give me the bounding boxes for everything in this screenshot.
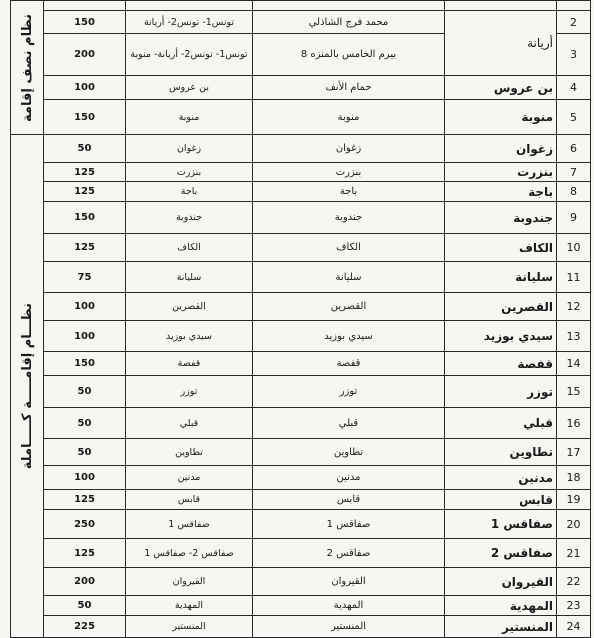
- origin-regions-cell: باجة: [126, 182, 253, 202]
- origin-regions-cell: القصرين: [126, 293, 253, 321]
- row-number: 2: [557, 11, 591, 34]
- table-row: [11, 234, 591, 262]
- origin-regions-cell: تونس1- تونس2- أريانة: [126, 11, 253, 34]
- origin-regions-cell: بنزرت: [126, 163, 253, 182]
- capacity-cell: 125: [44, 234, 126, 262]
- origin-regions-cell: [126, 1, 253, 11]
- row-number: 24: [557, 616, 591, 638]
- origin-regions-cell: زغوان: [126, 135, 253, 163]
- capacity-cell: 100: [44, 76, 126, 100]
- governorate-cell: سيدي بوزيد: [445, 321, 557, 352]
- capacity-cell: [44, 1, 126, 11]
- governorate-cell: جندوبة: [445, 202, 557, 234]
- governorate-cell: صفاقس 1: [445, 510, 557, 539]
- row-number: 9: [557, 202, 591, 234]
- origin-regions-cell: صفاقس 1: [126, 510, 253, 539]
- table-row: [11, 490, 591, 510]
- origin-regions-cell: بن عروس: [126, 76, 253, 100]
- origin-regions-cell: قابس: [126, 490, 253, 510]
- origin-regions-cell: منوبة: [126, 100, 253, 135]
- regime-label: نظام نصف إقامة: [19, 13, 35, 122]
- table-row: [11, 100, 591, 135]
- capacity-cell: 100: [44, 321, 126, 352]
- regime-label-cell: [11, 1, 44, 135]
- institution-cell: الكاف: [253, 234, 445, 262]
- row-number: 14: [557, 352, 591, 376]
- capacity-cell: 225: [44, 616, 126, 638]
- capacity-cell: 125: [44, 163, 126, 182]
- governorate-cell: تطاوين: [445, 439, 557, 466]
- capacity-cell: 200: [44, 568, 126, 596]
- institution-cell: المنستير: [253, 616, 445, 638]
- institution-cell: المهدية: [253, 596, 445, 616]
- institution-cell: مدنين: [253, 466, 445, 490]
- table-row: [11, 135, 591, 163]
- institution-cell: صفاقس 2: [253, 539, 445, 568]
- table-row: [11, 182, 591, 202]
- table-row: [11, 321, 591, 352]
- origin-regions-cell: سليانة: [126, 262, 253, 293]
- governorate-cell: زغوان: [445, 135, 557, 163]
- row-number: 3: [557, 34, 591, 76]
- origin-regions-cell: توزر: [126, 376, 253, 408]
- governorate-cell: سليانة: [445, 262, 557, 293]
- row-number: 16: [557, 408, 591, 439]
- governorate-cell: [445, 1, 557, 11]
- capacity-cell: 100: [44, 293, 126, 321]
- institution-cell: [253, 1, 445, 11]
- origin-regions-cell: تونس1- تونس2- أريانة- منوبة: [126, 34, 253, 76]
- institution-cell: صفاقس 1: [253, 510, 445, 539]
- capacity-cell: 150: [44, 352, 126, 376]
- table-row: [11, 293, 591, 321]
- table-row: [11, 510, 591, 539]
- capacity-cell: 125: [44, 182, 126, 202]
- institution-cell: حمام الأنف: [253, 76, 445, 100]
- regime-label: نظـــام إقامـــــة كـــــاملة: [19, 302, 35, 470]
- institution-cell: محمد فرج الشاذلي: [253, 11, 445, 34]
- table-row: [11, 202, 591, 234]
- row-number: 13: [557, 321, 591, 352]
- institution-cell: سليانة: [253, 262, 445, 293]
- origin-regions-cell: صفاقس 2- صفاقس 1: [126, 539, 253, 568]
- capacity-cell: 150: [44, 100, 126, 135]
- origin-regions-cell: قبلي: [126, 408, 253, 439]
- row-number: 21: [557, 539, 591, 568]
- institution-cell: بيرم الخامس بالمنزه 8: [253, 34, 445, 76]
- origin-regions-cell: سيدي بوزيد: [126, 321, 253, 352]
- capacity-cell: 50: [44, 135, 126, 163]
- governorate-cell: منوبة: [445, 100, 557, 135]
- row-number: 19: [557, 490, 591, 510]
- regime-label-cell: [11, 135, 44, 638]
- table-body: [11, 1, 591, 638]
- capacity-cell: 125: [44, 539, 126, 568]
- governorate-cell: أريانة: [445, 11, 557, 76]
- row-number: 18: [557, 466, 591, 490]
- governorate-cell: قفصة: [445, 352, 557, 376]
- capacity-cell: 250: [44, 510, 126, 539]
- table-row: [11, 466, 591, 490]
- governorate-cell: القيروان: [445, 568, 557, 596]
- table-row: [11, 1, 591, 11]
- table-row: [11, 262, 591, 293]
- capacity-cell: 75: [44, 262, 126, 293]
- institution-cell: قابس: [253, 490, 445, 510]
- row-number: 20: [557, 510, 591, 539]
- row-number: 7: [557, 163, 591, 182]
- origin-regions-cell: مدنين: [126, 466, 253, 490]
- row-number: 8: [557, 182, 591, 202]
- row-number: 11: [557, 262, 591, 293]
- table-row: [11, 376, 591, 408]
- institution-cell: توزر: [253, 376, 445, 408]
- capacity-cell: 125: [44, 490, 126, 510]
- row-number: 23: [557, 596, 591, 616]
- table-row: [11, 616, 591, 638]
- governorate-cell: قابس: [445, 490, 557, 510]
- row-number: 5: [557, 100, 591, 135]
- institution-cell: قبلي: [253, 408, 445, 439]
- governorate-cell: توزر: [445, 376, 557, 408]
- row-number: 17: [557, 439, 591, 466]
- table-row: [11, 568, 591, 596]
- table-row: [11, 596, 591, 616]
- institution-cell: تطاوين: [253, 439, 445, 466]
- table-row: [11, 76, 591, 100]
- origin-regions-cell: القيروان: [126, 568, 253, 596]
- row-number: 22: [557, 568, 591, 596]
- origin-regions-cell: جندوبة: [126, 202, 253, 234]
- capacity-cell: 150: [44, 202, 126, 234]
- row-number: 6: [557, 135, 591, 163]
- institution-cell: باجة: [253, 182, 445, 202]
- table-row: [11, 352, 591, 376]
- origin-regions-cell: المهدية: [126, 596, 253, 616]
- origin-regions-cell: الكاف: [126, 234, 253, 262]
- institution-cell: سيدي بوزيد: [253, 321, 445, 352]
- governorate-cell: قبلي: [445, 408, 557, 439]
- capacity-cell: 200: [44, 34, 126, 76]
- governorate-cell: بنزرت: [445, 163, 557, 182]
- capacity-cell: 50: [44, 376, 126, 408]
- capacity-cell: 150: [44, 11, 126, 34]
- boarding-schools-table: [10, 0, 591, 638]
- table-row: [11, 408, 591, 439]
- origin-regions-cell: قفصة: [126, 352, 253, 376]
- table-row: [11, 539, 591, 568]
- institution-cell: زغوان: [253, 135, 445, 163]
- governorate-cell: صفاقس 2: [445, 539, 557, 568]
- table-row: [11, 163, 591, 182]
- governorate-cell: بن عروس: [445, 76, 557, 100]
- row-number: 4: [557, 76, 591, 100]
- row-number: [557, 1, 591, 11]
- capacity-cell: 50: [44, 408, 126, 439]
- institution-cell: بنزرت: [253, 163, 445, 182]
- governorate-cell: القصرين: [445, 293, 557, 321]
- capacity-cell: 50: [44, 439, 126, 466]
- capacity-cell: 100: [44, 466, 126, 490]
- origin-regions-cell: تطاوين: [126, 439, 253, 466]
- governorate-cell: باجة: [445, 182, 557, 202]
- institution-cell: منوبة: [253, 100, 445, 135]
- table-row: [11, 11, 591, 34]
- table-row: [11, 439, 591, 466]
- governorate-cell: الكاف: [445, 234, 557, 262]
- governorate-cell: المنستير: [445, 616, 557, 638]
- institution-cell: جندوبة: [253, 202, 445, 234]
- institution-cell: قفصة: [253, 352, 445, 376]
- origin-regions-cell: المنستير: [126, 616, 253, 638]
- institution-cell: القيروان: [253, 568, 445, 596]
- governorate-cell: مدنين: [445, 466, 557, 490]
- row-number: 10: [557, 234, 591, 262]
- row-number: 15: [557, 376, 591, 408]
- governorate-cell: المهدية: [445, 596, 557, 616]
- row-number: 12: [557, 293, 591, 321]
- capacity-cell: 50: [44, 596, 126, 616]
- institution-cell: القصرين: [253, 293, 445, 321]
